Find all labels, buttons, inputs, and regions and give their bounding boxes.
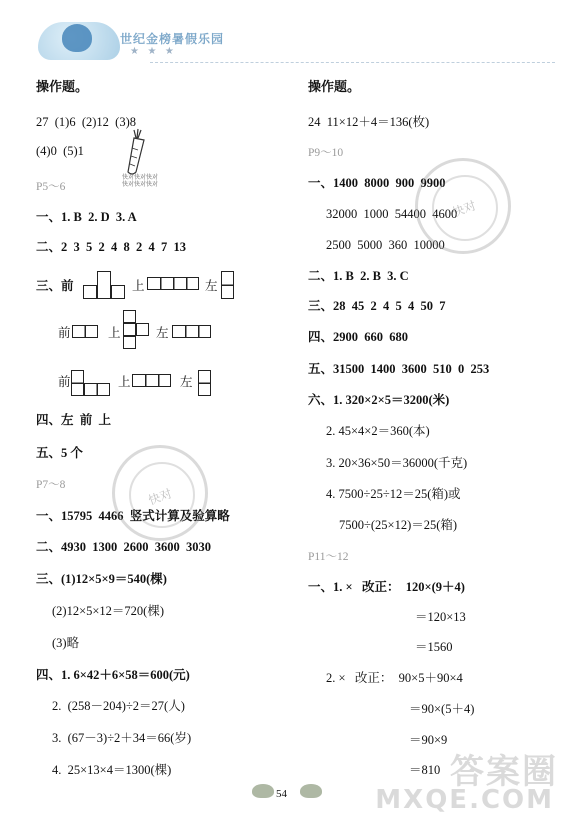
view-label-front: 三、前 (36, 279, 74, 293)
view-shape-cell (111, 285, 125, 299)
view-shape-row (172, 325, 211, 338)
right-line: 二、1. B 2. B 3. C (308, 269, 409, 283)
view-label-left: 左 (180, 375, 193, 389)
right-line: ＝1560 (415, 640, 453, 654)
right-line: 2. 45×4×2＝360(本) (326, 424, 430, 438)
right-line: 4. 7500÷25÷12＝25(箱)或 (326, 487, 461, 501)
header-stars: ★ ★ ★ (130, 46, 177, 57)
view-shape-row (147, 277, 199, 290)
left-line: 3. (67－3)÷2＋34＝66(岁) (52, 731, 192, 745)
left-line: (4)0 (5)1 (36, 144, 84, 158)
right-line: 24 11×12＋4＝136(枚) (308, 115, 430, 129)
right-line: 32000 1000 54400 4600 (326, 207, 458, 221)
left-line: 27 (1)6 (2)12 (3)8 (36, 115, 136, 129)
section-page-label: P11～12 (308, 551, 349, 563)
bird-icon (252, 784, 274, 798)
view-shape-cell (123, 310, 136, 323)
right-line: 一、1. × 改正： 120×(9＋4) (308, 580, 465, 594)
stamp-text: 快对 (146, 486, 174, 508)
left-line: 4. 25×13×4＝1300(棵) (52, 763, 172, 777)
view-label-front: 前 (58, 375, 71, 389)
left-line: 一、15795 4466 竖式计算及验算略 (36, 509, 230, 523)
left-line: 2. (258－204)÷2＝27(人) (52, 699, 185, 713)
left-line: (2)12×5×12＝720(棵) (52, 604, 164, 618)
left-line: (3)略 (52, 636, 80, 650)
view-label-top: 上 (132, 279, 145, 293)
view-label-top: 上 (108, 326, 121, 340)
right-line: 2500 5000 360 10000 (326, 238, 445, 252)
page-header (0, 0, 566, 70)
view-shape-column (71, 370, 84, 396)
right-line: 3. 20×36×50＝36000(千克) (326, 456, 468, 470)
view-label-top: 上 (118, 375, 131, 389)
right-line: 六、1. 320×2×5＝3200(米) (308, 393, 450, 407)
logo-figure (62, 24, 92, 52)
page-number: 54 (276, 788, 287, 800)
carrot-note-line: 快对快对快对 (122, 181, 159, 188)
left-line: 三、(1)12×5×9＝540(棵) (36, 572, 167, 586)
view-label-front: 前 (58, 326, 71, 340)
right-line: 7500÷(25×12)＝25(箱) (339, 518, 458, 532)
left-line: 二、2 3 5 2 4 8 2 4 7 13 (36, 240, 187, 254)
watermark-logo: 答案圈 (450, 752, 558, 792)
left-line: 一、1. B 2. D 3. A (36, 210, 137, 224)
left-line: 五、5 个 (36, 446, 83, 460)
bird-icon (300, 784, 322, 798)
right-line: 四、2900 660 680 (308, 330, 409, 344)
right-line: 一、1400 8000 900 9900 (308, 176, 446, 190)
right-line: ＝90×9 (409, 733, 448, 747)
left-line: 二、4930 1300 2600 3600 3030 (36, 540, 212, 554)
header-logo-text: 世纪金榜暑假乐园 (120, 32, 225, 46)
carrot-note-line: 快对快对快对 (122, 174, 159, 181)
view-shape-cell (123, 336, 136, 349)
view-shape-column (198, 370, 211, 396)
view-shape-row (72, 325, 98, 338)
right-line: 2. × 改正： 90×5＋90×4 (326, 671, 463, 685)
view-shape-row (132, 374, 171, 387)
right-line: ＝90×(5＋4) (409, 702, 475, 716)
view-label-left: 左 (156, 326, 169, 340)
right-line: 五、31500 1400 3600 510 0 253 (308, 362, 490, 376)
right-line: ＝120×13 (415, 610, 466, 624)
view-shape-cell (97, 271, 111, 299)
section-page-label: P7～8 (36, 479, 66, 491)
header-dashed-line (150, 62, 555, 63)
right-line: 三、28 45 2 4 5 4 50 7 (308, 299, 446, 313)
left-heading: 操作题。 (36, 79, 89, 94)
section-page-label: P9～10 (308, 147, 344, 159)
view-shape-column (221, 271, 234, 299)
view-shape-cell (123, 323, 136, 336)
right-heading: 操作题。 (308, 79, 361, 94)
view-shape-cell (136, 323, 149, 336)
view-shape-cell (83, 285, 97, 299)
watermark-url: MXQE.COM (375, 785, 554, 815)
view-shape-row (84, 383, 110, 396)
section-page-label: P5～6 (36, 181, 66, 193)
carrot-icon (124, 128, 148, 176)
right-line: ＝810 (409, 763, 441, 777)
stamp-text: 快对 (450, 198, 478, 220)
left-line: 四、1. 6×42＋6×58＝600(元) (36, 668, 190, 682)
left-line: 四、左 前 上 (36, 413, 112, 427)
carrot-note (122, 174, 158, 188)
view-label-left: 左 (205, 279, 218, 293)
